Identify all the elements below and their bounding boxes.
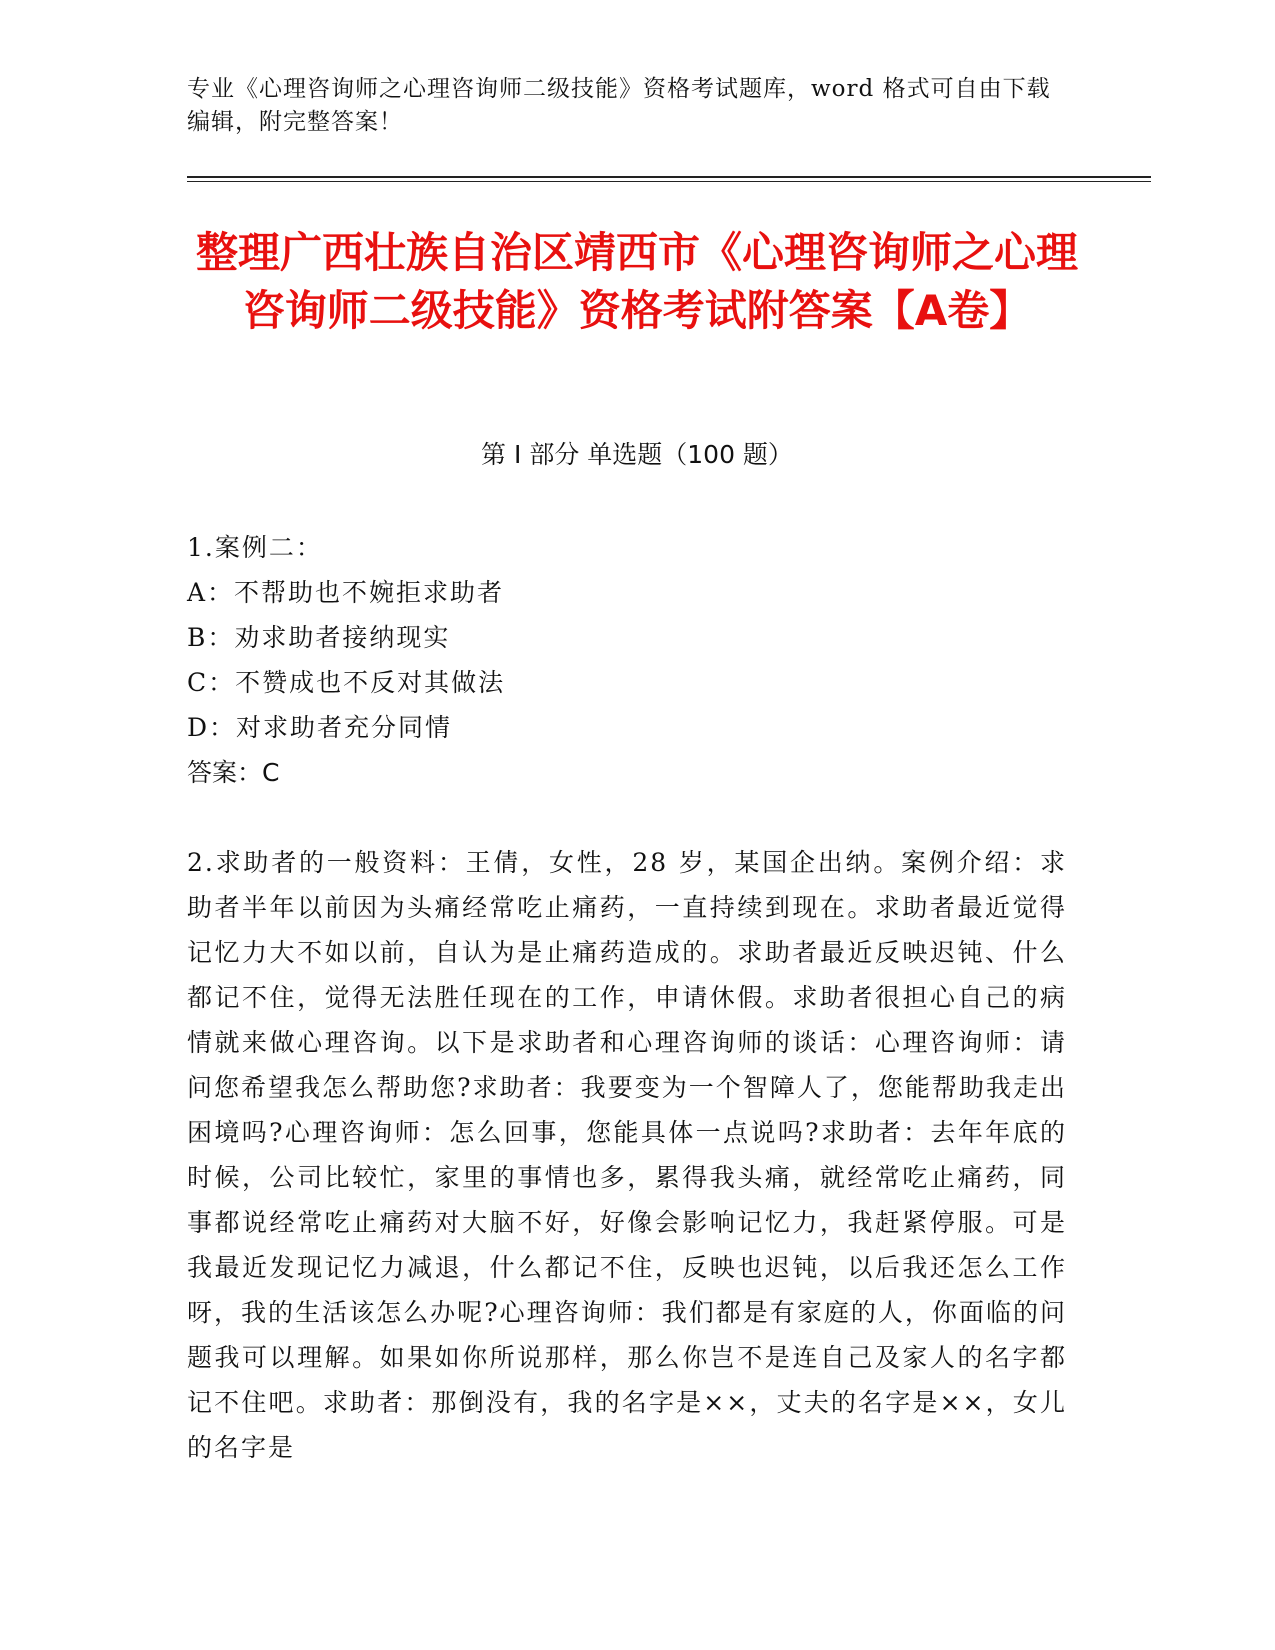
document-title: 整理广西壮族自治区靖西市《心理咨询师之心理咨询师二级技能》资格考试附答案【A卷】 [195,228,1078,335]
header-note: 专业《心理咨询师之心理咨询师二级技能》资格考试题库，word 格式可自由下载编辑，附完整答案！ [187,76,1051,135]
question-2-stem: 2.求助者的一般资料：王倩，女性，28 岁，某国企出纳。案例介绍：求助者半年以前因为头痛经常吃止痛药，一直持续到现在。求助者最近觉得记忆力大不如以前，自认为是止痛药造成的。求助者最近反映迟钝、什么都记不住，觉得无法胜任现在的工作，申请休假。求助者很担心自己的病情就来做心理咨询。以下是求助者和心理咨询师的谈话：心理咨询师：请问您希望我怎么帮助您?求助者：我要变为一个智障人了，您能帮助我走出困境吗?心理咨询师：怎么回事，您能具体一点说吗?求助者：去年年底的时候，公司比较忙，家里的事情也多，累得我头痛，就经常吃止痛药，同事都说经常吃止痛药对大脑不好，好像会影响记忆力，我赶紧停服。可是我最近发现记忆力减退，什么都记不住，反映也迟钝，以后我还怎么工作呀，我的生活该怎么办呢?心理咨询师：我们都是有家庭的人，你面临的问题我可以理解。如果如你所说那样，那么你岂不是连自己及家人的名字都记不住吧。求助者：那倒没有，我的名字是××，丈夫的名字是××，女儿的名字是 [187,848,1067,1462]
question-1-stem: 1.案例二： [187,533,323,562]
question-1-option-d: D：对求助者充分同情 [187,713,453,742]
question-1-option-b: B：劝求助者接纳现实 [187,623,451,652]
header-rule-thin [187,181,1151,182]
question-1-option-a: A：不帮助也不婉拒求助者 [187,578,505,607]
header-rule-thick [187,176,1151,178]
section-heading: 第 I 部分 单选题（100 题） [481,440,793,469]
question-1-answer: 答案：C [187,758,280,787]
question-1-option-c: C：不赞成也不反对其做法 [187,668,506,697]
question-1 [187,525,1067,795]
